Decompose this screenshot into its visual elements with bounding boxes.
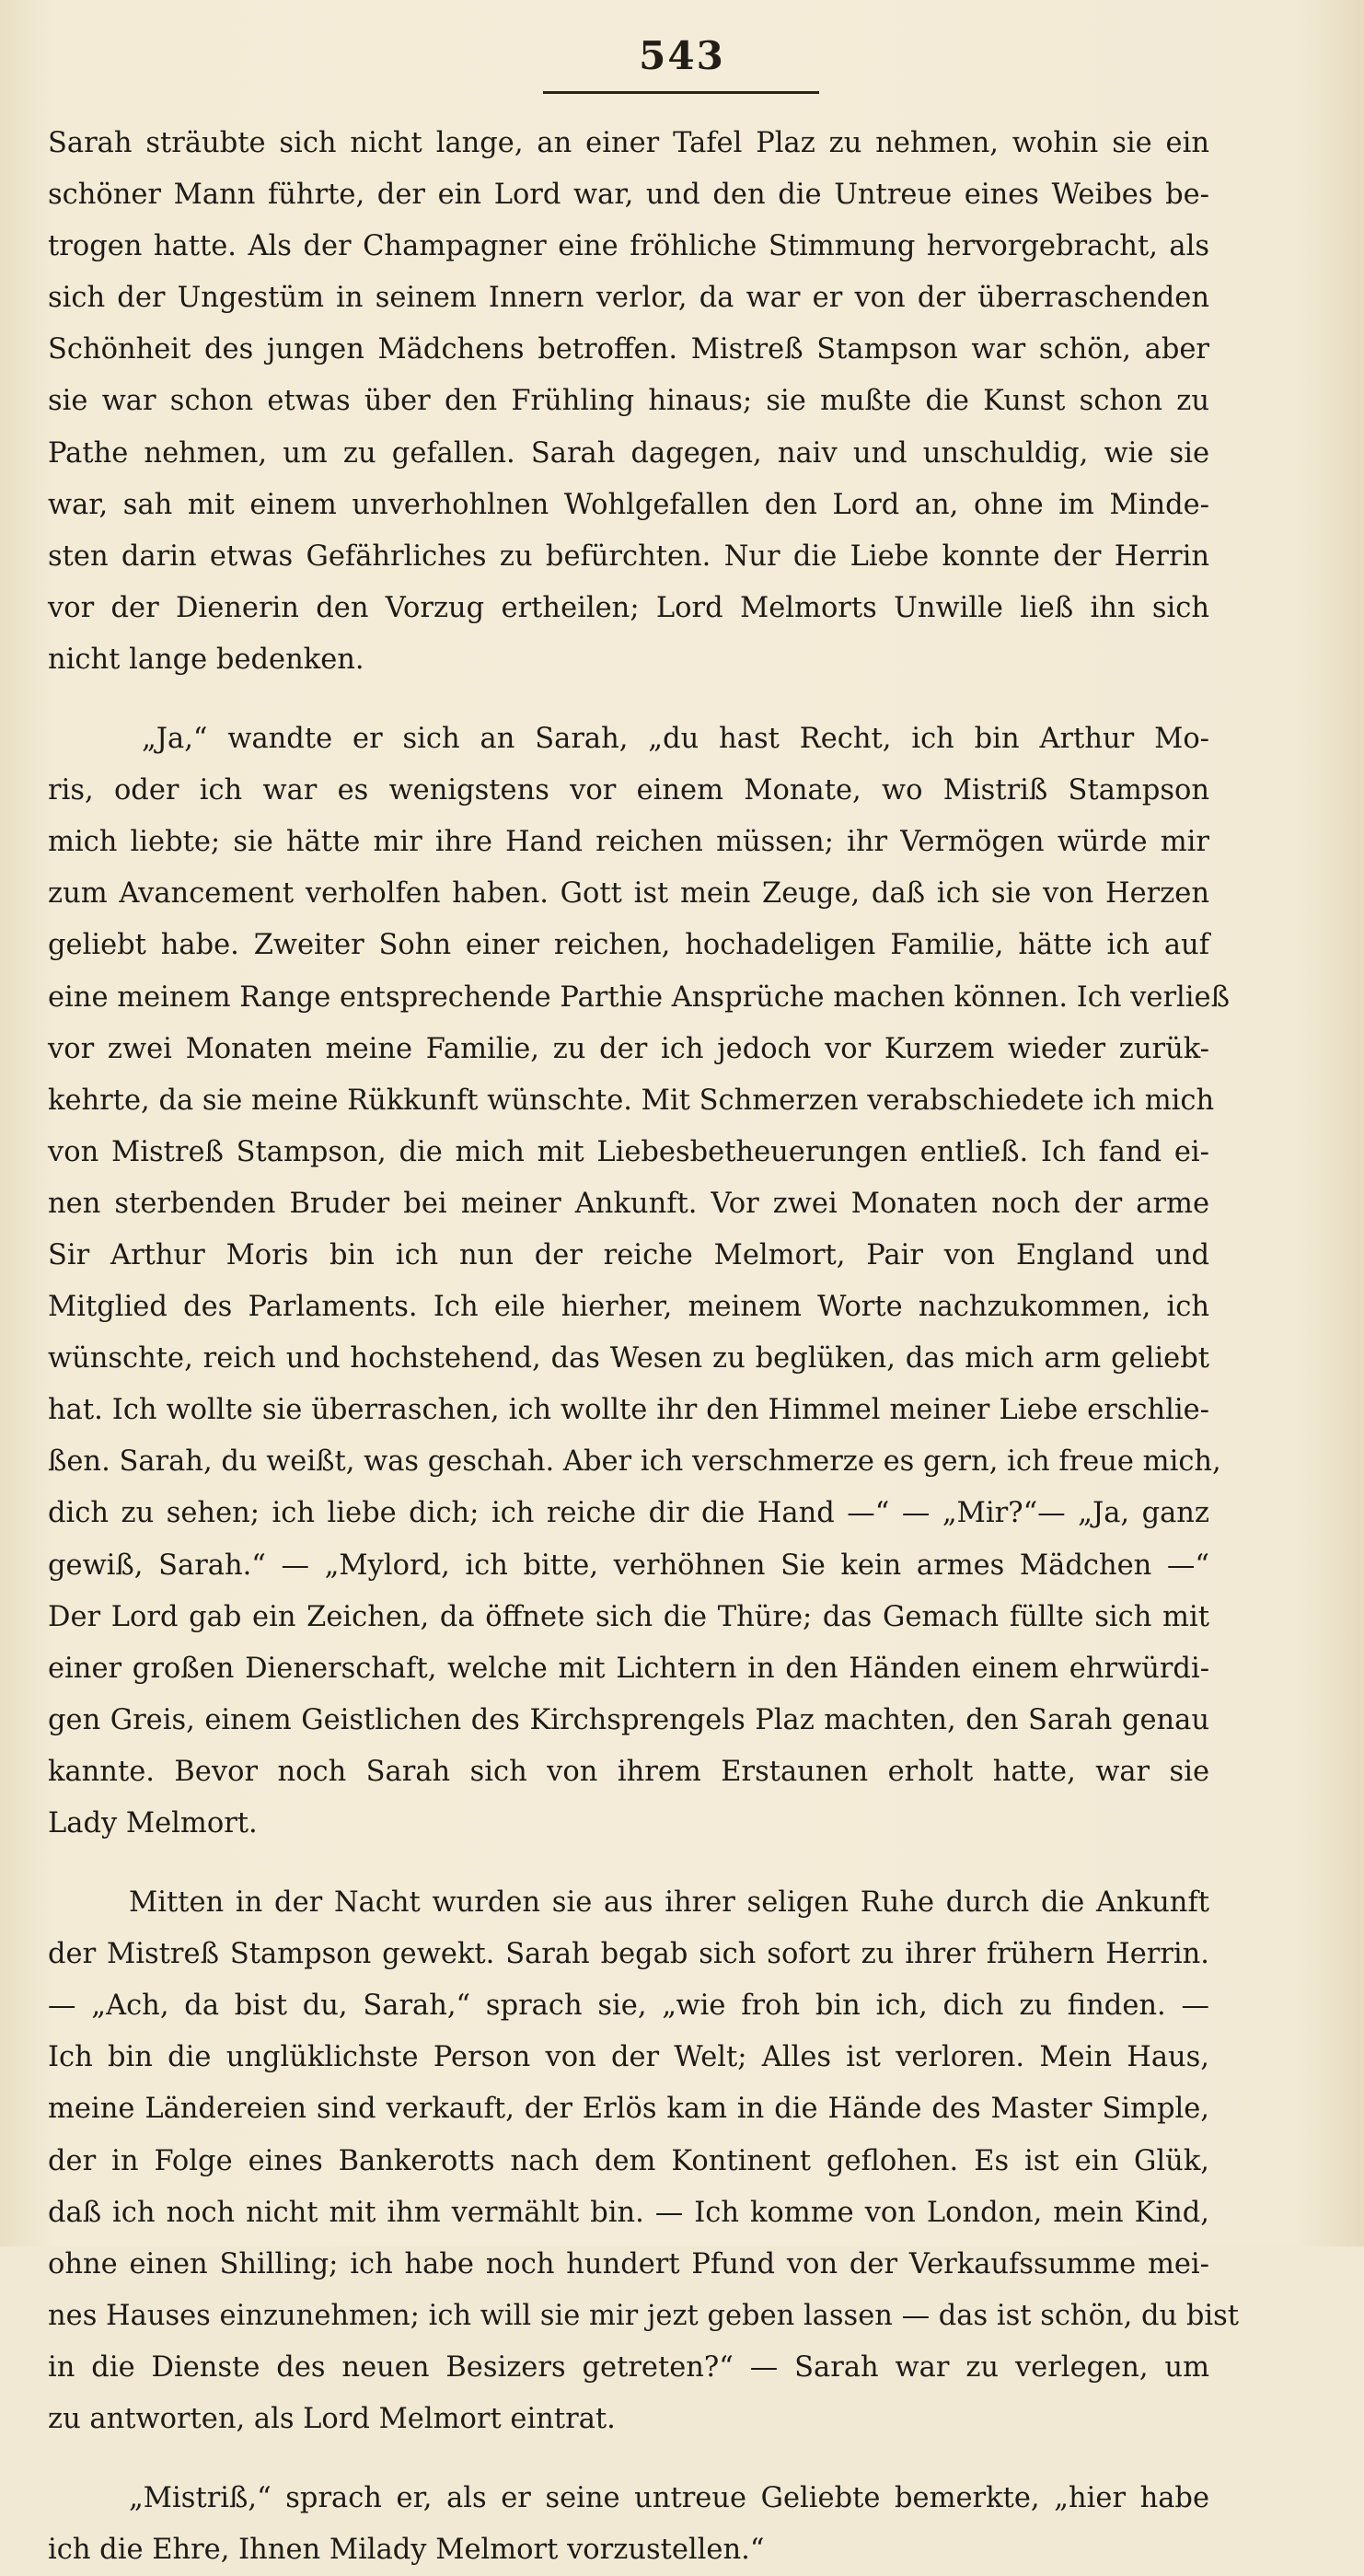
text-line: wünschte, reich und hochstehend, das Wesen zu beglüken, das mich arm geliebt	[48, 1342, 1209, 1375]
text-line: mich liebte; sie hätte mir ihre Hand reichen müssen; ihr Vermögen würde mir	[48, 826, 1209, 859]
text-line: hat. Ich wollte sie überraschen, ich wollte ihr den Himmel meiner Liebe erschlie-	[48, 1394, 1209, 1427]
text-line: Sarah sträubte sich nicht lange, an einer Tafel Plaz zu nehmen, wohin sie ein	[48, 127, 1209, 159]
text-line: von Mistreß Stampson, die mich mit Liebesbetheuerungen entließ. Ich fand ei-	[48, 1135, 1209, 1168]
body-text	[48, 118, 1240, 2576]
text-line: daß ich noch nicht mit ihm vermählt bin. — Ich komme von London, mein Kind,	[48, 2196, 1209, 2229]
text-line: zum Avancement verholfen haben. Gott ist mein Zeuge, daß ich sie von Herzen	[48, 877, 1209, 911]
text-line: sich der Ungestüm in seinem Innern verlor, da war er von der überraschenden	[48, 282, 1209, 315]
text-line: ris, oder ich war es wenigstens vor einem Monate, wo Mistriß Stampson	[48, 774, 1209, 807]
header-rule	[543, 91, 819, 94]
text-line: der Mistreß Stampson gewekt. Sarah begab sich sofort zu ihrer frühern Herrin.	[48, 1938, 1209, 1971]
text-line: ßen. Sarah, du weißt, was geschah. Aber ich verschmerze es gern, ich freue mich,	[48, 1445, 1221, 1479]
text-line: zu antworten, als Lord Melmort eintrat.	[48, 2403, 616, 2436]
text-line: eine meinem Range entsprechende Parthie Ansprüche machen können. Ich verließ	[48, 981, 1230, 1014]
text-line: meine Ländereien sind verkauft, der Erlös kam in die Hände des Master Simple,	[48, 2093, 1209, 2126]
text-line: vor der Dienerin den Vorzug ertheilen; Lord Melmorts Unwille ließ ihn sich	[48, 591, 1209, 624]
paragraph-1	[48, 118, 1209, 686]
text-line: nes Hauses einzunehmen; ich will sie mir jezt geben lassen — das ist schön, du bist	[48, 2299, 1240, 2332]
text-line: nicht lange bedenken.	[48, 643, 364, 676]
text-line: Mitglied des Parlaments. Ich eile hierher, meinem Worte nachzukommen, ich	[48, 1291, 1209, 1324]
text-line: — „Ach, da bist du, Sarah,“ sprach sie, „wie froh bin ich, dich zu finden. —	[48, 1990, 1209, 2023]
paragraph-2	[48, 714, 1230, 1850]
text-line: schöner Mann führte, der ein Lord war, und den die Untreue eines Weibes be-	[48, 179, 1209, 212]
text-line: ohne einen Shilling; ich habe noch hundert Pfund von der Verkaufssumme mei-	[48, 2247, 1209, 2280]
text-line: Ich bin die unglüklichste Person von der Welt; Alles ist verloren. Mein Haus,	[48, 2041, 1209, 2074]
text-line: einer großen Dienerschaft, welche mit Lichtern in den Händen einem ehrwürdi-	[48, 1652, 1209, 1685]
text-line: Der Lord gab ein Zeichen, da öffnete sich die Thüre; das Gemach füllte sich mit	[48, 1600, 1209, 1633]
text-line: Schönheit des jungen Mädchens betroffen. Mistreß Stampson war schön, aber	[48, 333, 1209, 366]
text-line: nen sterbenden Bruder bei meiner Ankunft. Vor zwei Monaten noch der arme	[48, 1187, 1209, 1220]
paragraph-gap	[48, 2445, 1209, 2473]
text-line: der in Folge eines Bankerotts nach dem Kontinent geflohen. Es ist ein Glük,	[48, 2144, 1209, 2177]
text-line: Sir Arthur Moris bin ich nun der reiche Melmort, Pair von England und	[48, 1238, 1209, 1271]
paragraph-4	[48, 2473, 1209, 2576]
text-line: trogen hatte. Als der Champagner eine fröhliche Stimmung hervorgebracht, als	[48, 230, 1209, 263]
text-line: vor zwei Monaten meine Familie, zu der ich jedoch vor Kurzem wieder zurük-	[48, 1032, 1209, 1065]
paragraph-gap	[48, 1850, 1209, 1877]
text-line: dich zu sehen; ich liebe dich; ich reiche dir die Hand —“ — „Mir?“— „Ja, ganz	[48, 1497, 1209, 1530]
text-line: gewiß, Sarah.“ — „Mylord, ich bitte, verhöhnen Sie kein armes Mädchen —“	[48, 1549, 1209, 1582]
text-line: Pathe nehmen, um zu gefallen. Sarah dagegen, naiv und unschuldig, wie sie	[48, 436, 1209, 470]
text-line: Lady Melmort.	[48, 1807, 258, 1839]
text-line: „Ja,“ wandte er sich an Sarah, „du hast Recht, ich bin Arthur Mo-	[142, 723, 1209, 756]
paragraph-gap	[48, 686, 1209, 714]
page-number: 543	[639, 33, 725, 78]
text-line: sie war schon etwas über den Frühling hinaus; sie mußte die Kunst schon zu	[48, 385, 1209, 418]
text-line: kannte. Bevor noch Sarah sich von ihrem Erstaunen erholt hatte, war sie	[48, 1755, 1209, 1788]
text-line: kehrte, da sie meine Rükkunft wünschte. Mit Schmerzen verabschiedete ich mich	[48, 1084, 1215, 1117]
text-line: ich die Ehre, Ihnen Milady Melmort vorzustellen.“	[48, 2534, 765, 2567]
text-line: in die Dienste des neuen Besizers getreten?“ — Sarah war zu verlegen, um	[48, 2350, 1209, 2384]
text-line: war, sah mit einem unverhohlnen Wohlgefallen den Lord an, ohne im Minde-	[48, 488, 1209, 521]
paragraph-3	[48, 1877, 1240, 2445]
text-line: sten darin etwas Gefährliches zu befürchten. Nur die Liebe konnte der Herrin	[48, 540, 1209, 573]
text-line: „Mistriß,“ sprach er, als er seine untreue Geliebte bemerkte, „hier habe	[129, 2482, 1209, 2515]
text-line: geliebt habe. Zweiter Sohn einer reichen, hochadeligen Familie, hätte ich auf	[48, 929, 1209, 962]
text-line: Mitten in der Nacht wurden sie aus ihrer seligen Ruhe durch die Ankunft	[129, 1886, 1209, 1920]
text-line: gen Greis, einem Geistlichen des Kirchsprengels Plaz machten, den Sarah genau	[48, 1703, 1209, 1736]
